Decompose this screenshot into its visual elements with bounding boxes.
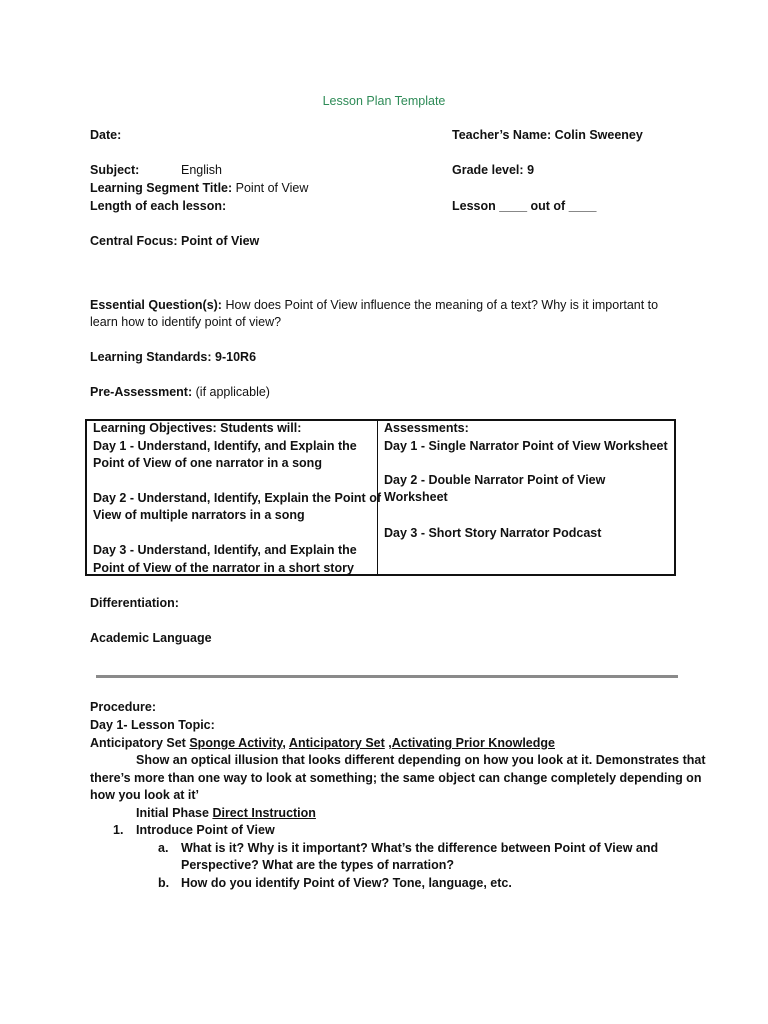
pre-assessment-field [90,384,270,401]
assessment-day1: Day 1 - Single Narrator Point of View Worksheet [384,439,668,453]
separator: , [282,736,286,750]
segment-value: Point of View [235,181,309,195]
anticipatory-set-link[interactable]: Anticipatory Set [288,736,385,750]
horizontal-divider [96,675,678,678]
date-label: Date: [90,128,122,142]
grade-value: 9 [527,163,535,177]
assessment-day3: Day 3 - Short Story Narrator Podcast [384,526,602,540]
anticipatory-set-line [90,735,555,752]
standards-field [90,349,256,366]
objective-day1-line1: Day 1 - Understand, Identify, and Explain the [93,439,357,453]
objective-day2-line2: View of multiple narrators in a song [93,508,305,522]
list-number-1: 1. [113,823,124,837]
teacher-value: Colin Sweeney [554,128,643,142]
lesson-count: Lesson ____ out of ____ [452,199,597,213]
day1-topic-label: Day 1- Lesson Topic: [90,718,215,732]
pre-assessment-label: Pre-Assessment: [90,385,193,399]
central-focus-field [90,233,259,250]
objective-day2-line1: Day 2 - Understand, Identify, Explain the Point of [93,491,381,505]
central-label: Central Focus: [90,234,178,248]
segment-title-field [90,180,308,197]
initial-phase-line [136,805,316,822]
essential-text-1: How does Point of View influence the meaning of a text? Why is it important to [225,298,659,312]
standards-value: 9-10R6 [215,350,257,364]
procedure-label: Procedure: [90,700,156,714]
page-title: Lesson Plan Template [322,94,446,108]
anticipatory-label: Anticipatory Set [90,736,186,750]
initial-phase-label: Initial Phase [136,806,209,820]
differentiation-label: Differentiation: [90,596,179,610]
objective-day3-line2: Point of View of the narrator in a short story [93,561,354,575]
grade-level-field [452,162,534,179]
list-item-a-line1: What is it? Why is it important? What’s the difference between Point of View and [181,841,659,855]
objective-day3-line1: Day 3 - Understand, Identify, and Explain the [93,543,357,557]
assessments-header: Assessments: [384,421,469,435]
standards-label: Learning Standards: [90,350,212,364]
procedure-paragraph-line3: how you look at it’ [90,788,200,802]
grade-label: Grade level: [452,163,524,177]
essential-label: Essential Question(s): [90,298,222,312]
teacher-name-field [452,127,643,144]
objective-day1-line2: Point of View of one narrator in a song [93,456,322,470]
procedure-paragraph-line1: Show an optical illusion that looks different depending on how you look at it. Demonstrates that [136,753,706,767]
procedure-paragraph-line2: there’s more than one way to look at something; the same object can change completely depending on [90,771,702,785]
list-item-a-line2: Perspective? What are the types of narration? [181,858,454,872]
assessment-day2-line2: Worksheet [384,490,448,504]
essential-question-line1 [90,297,658,314]
length-label: Length of each lesson: [90,199,227,213]
activating-prior-knowledge-link[interactable]: Activating Prior Knowledge [391,736,555,750]
list-letter-b: b. [158,876,170,890]
subject-label: Subject: [90,163,140,177]
direct-instruction-link[interactable]: Direct Instruction [212,806,316,820]
objectives-header: Learning Objectives: Students will: [93,421,302,435]
teacher-label: Teacher’s Name: [452,128,552,142]
central-value: Point of View [181,234,260,248]
pre-assessment-value: (if applicable) [195,385,270,399]
academic-language-label: Academic Language [90,631,212,645]
separator: , [388,736,392,750]
list-letter-a: a. [158,841,169,855]
list-item-1: Introduce Point of View [136,823,275,837]
assessment-day2-line1: Day 2 - Double Narrator Point of View [384,473,606,487]
list-item-b: How do you identify Point of View? Tone, language, etc. [181,876,512,890]
segment-label: Learning Segment Title: [90,181,233,195]
subject-value: English [181,163,222,177]
sponge-activity-link[interactable]: Sponge Activity [189,736,283,750]
essential-question-line2: learn how to identify point of view? [90,315,282,329]
